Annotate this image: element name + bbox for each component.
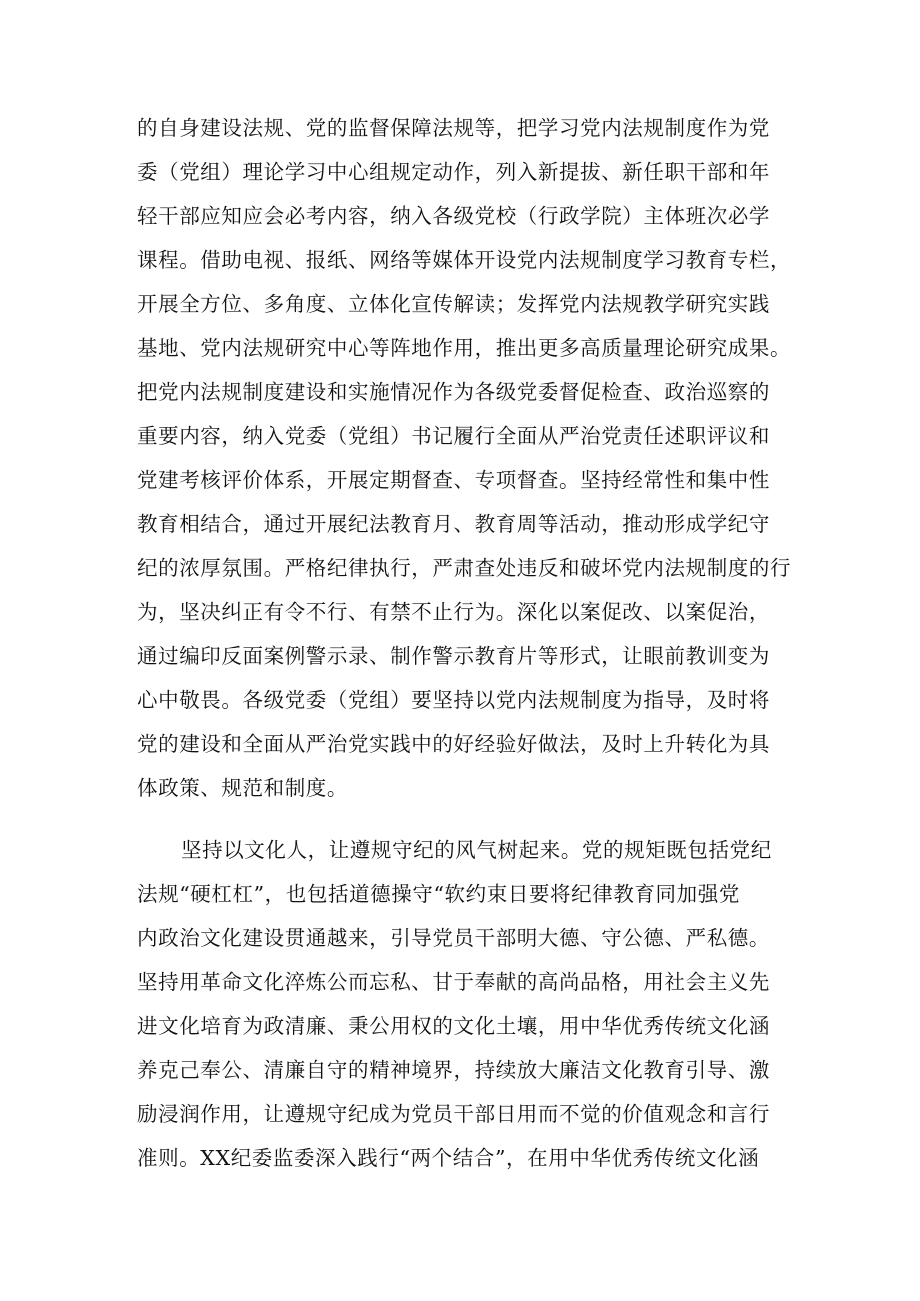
paragraph-2-line-7: 励浸润作用，让遵规守纪成为党员干部日用而不觉的价值观念和言行 bbox=[137, 1102, 770, 1126]
paragraph-1-line-13: 通过编印反面案例警示录、制作警示教育片等形式，让眼前教训变为 bbox=[137, 644, 770, 668]
paragraph-1-line-5: 开展全方位、多角度、立体化宣传解读；发挥党内法规教学研究实践 bbox=[137, 292, 770, 316]
paragraph-2-line-8: 准则。XX纪委监委深入践行“两个结合”，在用中华优秀传统文化涵 bbox=[137, 1146, 760, 1170]
paragraph-2-line-5: 进文化培育为政清廉、秉公用权的文化土壤，用中华优秀传统文化涵 bbox=[137, 1014, 770, 1038]
paragraph-1-line-4: 课程。借助电视、报纸、网络等媒体开设党内法规制度学习教育专栏， bbox=[137, 248, 792, 272]
paragraph-1-line-6: 基地、党内法规研究中心等阵地作用，推出更多高质量理论研究成果。 bbox=[137, 336, 792, 360]
paragraph-1-line-1: 的自身建设法规、党的监督保障法规等，把学习党内法规制度作为党 bbox=[137, 116, 770, 140]
paragraph-1-line-12: 为，坚决纠正有令不行、有禁不止行为。深化以案促改、以案促治， bbox=[137, 600, 770, 624]
paragraph-1-line-8: 重要内容，纳入党委（党组）书记履行全面从严治党责任述职评议和 bbox=[137, 424, 770, 448]
paragraph-1-line-11: 纪的浓厚氛围。严格纪律执行，严肃查处违反和破坏党内法规制度的行 bbox=[137, 556, 792, 580]
paragraph-1-line-7: 把党内法规制度建设和实施情况作为各级党委督促检查、政治巡察的 bbox=[137, 380, 770, 404]
paragraph-2-line-1: 坚持以文化人，让遵规守纪的风气树起来。党的规矩既包括党纪 bbox=[181, 838, 772, 862]
paragraph-1-line-15: 党的建设和全面从严治党实践中的好经验好做法，及时上升转化为具 bbox=[137, 732, 770, 756]
paragraph-1-line-2: 委（党组）理论学习中心组规定动作，列入新提拔、新任职干部和年 bbox=[137, 160, 770, 184]
paragraph-2-line-2: 法规“硬杠杠”，也包括道德操守“软约束日要将纪律教育同加强党 bbox=[137, 882, 740, 906]
paragraph-1-line-16: 体政策、规范和制度。 bbox=[137, 776, 348, 800]
paragraph-1-line-14: 心中敬畏。各级党委（党组）要坚持以党内法规制度为指导，及时将 bbox=[137, 688, 770, 712]
paragraph-2-line-6: 养克己奉公、清廉自守的精神境界，持续放大廉洁文化教育引导、激 bbox=[137, 1058, 770, 1082]
paragraph-2-line-3: 内政治文化建设贯通越来，引导党员干部明大德、守公德、严私德。 bbox=[137, 926, 770, 950]
paragraph-2-line-4: 坚持用革命文化淬炼公而忘私、甘于奉献的高尚品格，用社会主义先 bbox=[137, 970, 770, 994]
paragraph-1-line-9: 党建考核评价体系，开展定期督查、专项督查。坚持经常性和集中性 bbox=[137, 468, 770, 492]
paragraph-1-line-10: 教育相结合，通过开展纪法教育月、教育周等活动，推动形成学纪守 bbox=[137, 512, 770, 536]
paragraph-1-line-3: 轻干部应知应会必考内容，纳入各级党校（行政学院）主体班次必学 bbox=[137, 204, 770, 228]
